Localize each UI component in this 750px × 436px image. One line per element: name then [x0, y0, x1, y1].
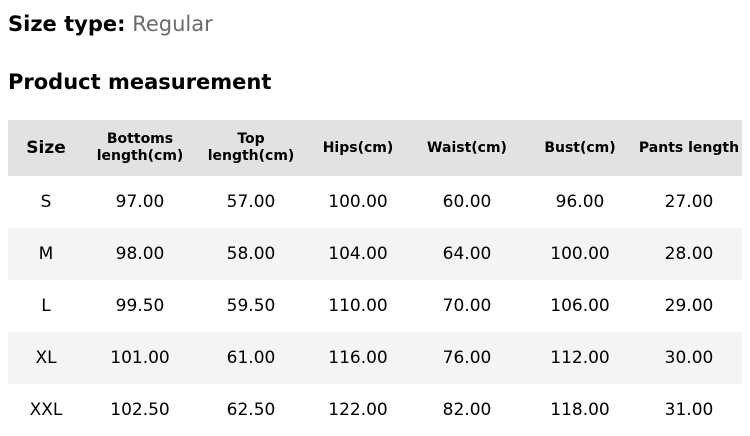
cell-top-length: 57.00	[196, 176, 306, 228]
cell-bust: 106.00	[524, 280, 636, 332]
product-measurement-title: Product measurement	[8, 70, 272, 94]
cell-bottoms-length: 102.50	[84, 384, 196, 436]
cell-size: XL	[8, 332, 84, 384]
cell-pants-length: 28.00	[636, 228, 742, 280]
cell-top-length: 61.00	[196, 332, 306, 384]
size-type-value: Regular	[132, 12, 213, 36]
cell-hips: 122.00	[306, 384, 410, 436]
cell-bust: 100.00	[524, 228, 636, 280]
cell-waist: 82.00	[410, 384, 524, 436]
cell-bust: 118.00	[524, 384, 636, 436]
cell-size: M	[8, 228, 84, 280]
table-row	[8, 228, 742, 280]
cell-bottoms-length: 99.50	[84, 280, 196, 332]
cell-hips: 100.00	[306, 176, 410, 228]
measurement-table	[8, 120, 742, 436]
size-type-label: Size type:	[8, 12, 126, 36]
table-row	[8, 332, 742, 384]
cell-waist: 60.00	[410, 176, 524, 228]
cell-pants-length: 29.00	[636, 280, 742, 332]
cell-hips: 110.00	[306, 280, 410, 332]
header-pants-length: Pants length	[636, 120, 742, 176]
cell-top-length: 62.50	[196, 384, 306, 436]
header-bottoms-length: Bottoms length(cm)	[84, 120, 196, 176]
cell-hips: 104.00	[306, 228, 410, 280]
cell-hips: 116.00	[306, 332, 410, 384]
cell-size: S	[8, 176, 84, 228]
table-header-row	[8, 120, 742, 176]
cell-waist: 64.00	[410, 228, 524, 280]
header-waist: Waist(cm)	[410, 120, 524, 176]
cell-pants-length: 27.00	[636, 176, 742, 228]
header-bust: Bust(cm)	[524, 120, 636, 176]
cell-waist: 76.00	[410, 332, 524, 384]
cell-bottoms-length: 98.00	[84, 228, 196, 280]
cell-top-length: 59.50	[196, 280, 306, 332]
cell-size: XXL	[8, 384, 84, 436]
header-hips: Hips(cm)	[306, 120, 410, 176]
table-row	[8, 176, 742, 228]
cell-bottoms-length: 97.00	[84, 176, 196, 228]
size-type-line	[8, 10, 213, 38]
cell-waist: 70.00	[410, 280, 524, 332]
table-row	[8, 384, 742, 436]
cell-bottoms-length: 101.00	[84, 332, 196, 384]
cell-pants-length: 31.00	[636, 384, 742, 436]
header-size: Size	[8, 120, 84, 176]
header-top-length: Top length(cm)	[196, 120, 306, 176]
cell-pants-length: 30.00	[636, 332, 742, 384]
cell-bust: 112.00	[524, 332, 636, 384]
table-row	[8, 280, 742, 332]
cell-bust: 96.00	[524, 176, 636, 228]
cell-size: L	[8, 280, 84, 332]
cell-top-length: 58.00	[196, 228, 306, 280]
